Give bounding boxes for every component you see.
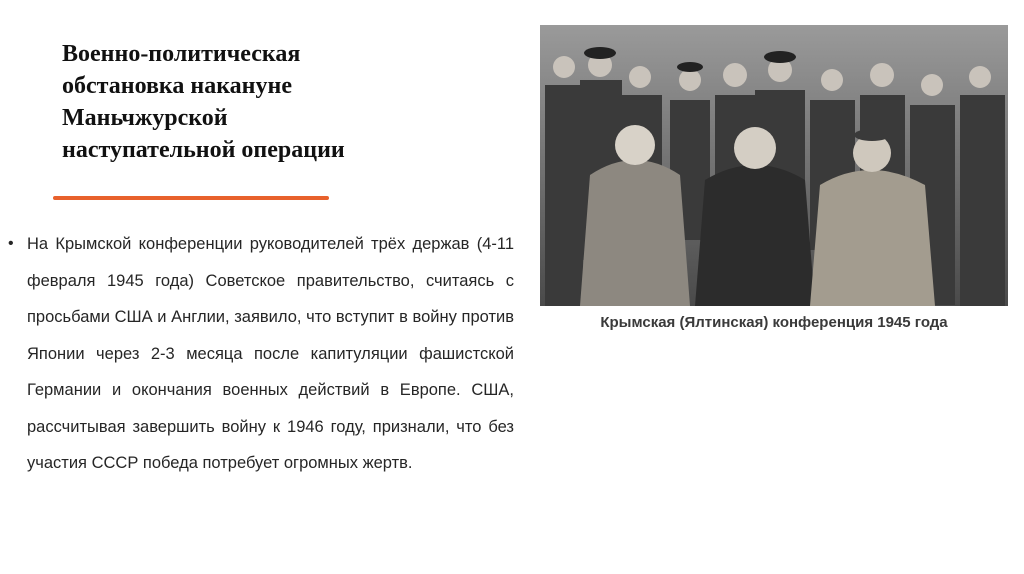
title-accent-divider [53,196,329,200]
body-bullet [8,226,514,482]
title-line: Военно-политическая [62,41,301,67]
title-line: Маньчжурской [62,105,228,131]
title-line: наступательной операции [62,137,345,163]
conference-photo [540,25,1008,306]
title-line: обстановка накануне [62,73,292,99]
bullet-marker: • [8,235,14,252]
photo-caption: Крымская (Ялтинская) конференция 1945 года [600,314,948,331]
body-paragraph: На Крымской конференции руководителей трёх держав (4-11 февраля 1945 года) Советское правительство, считаясь с просьбами США и Англии, заявило, что вступит в войну против Японии через 2-3 месяца после капитуляции фашистской Германии и окончания военных действий в Европе. США, рассчитывая завершить войну к 1946 году, признали, что без участия СССР победа потребует огромных жертв. [27,235,514,472]
slide-title [62,38,462,166]
